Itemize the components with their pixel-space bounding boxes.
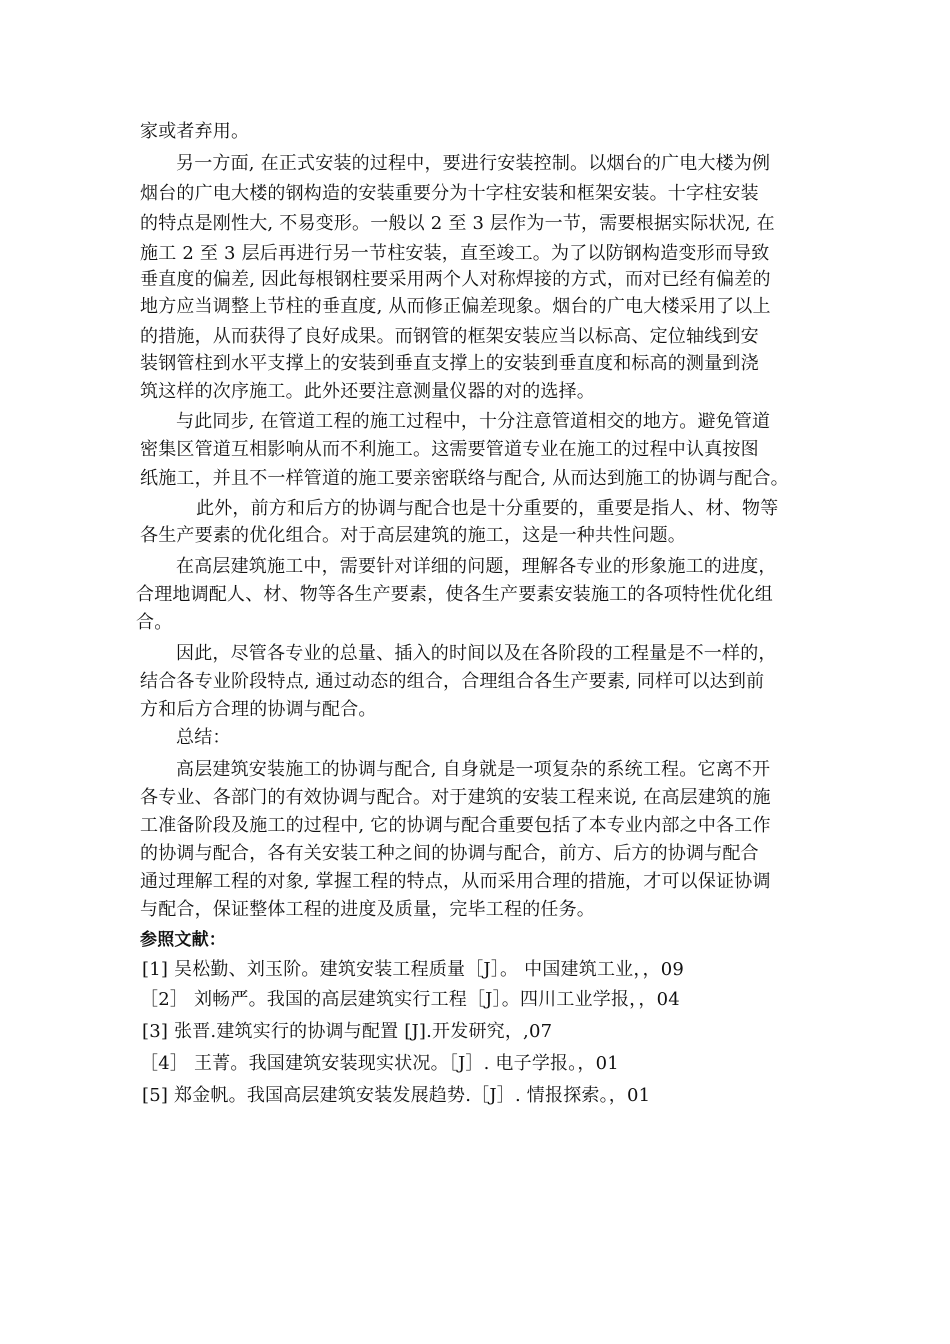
body-line: 合理地调配人、材、物等各生产要素，使各生产要素安装施工的各项特性优化组 xyxy=(136,584,773,605)
body-line: 烟台的广电大楼的钢构造的安装重要分为十字柱安装和框架安装。十字柱安装 xyxy=(140,183,759,204)
body-line: 家或者弃用。 xyxy=(140,121,250,142)
body-line: 垂直度的偏差, 因此每根钢柱要采用两个人对称焊接的方式，而对已经有偏差的 xyxy=(140,269,771,290)
body-line: 施工 2 至 3 层后再进行另一节柱安装，直至竣工。为了以防钢构造变形而导致 xyxy=(140,243,770,264)
body-line: 与此同步, 在管道工程的施工过程中，十分注意管道相交的地方。避免管道 xyxy=(176,411,771,432)
body-line: 的协调与配合，各有关安装工种之间的协调与配合，前方、后方的协调与配合 xyxy=(140,843,759,864)
body-line: 高层建筑安装施工的协调与配合, 自身就是一项复杂的系统工程。它离不开 xyxy=(176,759,771,780)
body-line: 方和后方合理的协调与配合。 xyxy=(140,699,377,720)
reference-item: [1] 吴松勤、刘玉阶。建筑安装工程质量［J］。 中国建筑工业，，09 xyxy=(142,959,685,980)
reference-item: [3] 张晋.建筑实行的协调与配置 [J].开发研究，,07 xyxy=(142,1021,553,1042)
body-line: 的措施，从而获得了良好成果。而钢管的框架安装应当以标高、定位轴线到安 xyxy=(140,326,759,347)
body-line: 的特点是刚性大, 不易变形。一般以 2 至 3 层作为一节，需要根据实际状况, 在 xyxy=(140,213,775,234)
reference-item: ［2］ 刘畅严。我国的高层建筑实行工程［J］。四川工业学报，，04 xyxy=(140,989,680,1010)
body-line: 装钢管柱到水平支撑上的安装到垂直支撑上的安装到垂直度和标高的测量到浇 xyxy=(140,353,759,374)
body-line: 密集区管道互相影响从而不利施工。这需要管道专业在施工的过程中认真按图 xyxy=(140,439,759,460)
body-line: 各生产要素的优化组合。对于高层建筑的施工，这是一种共性问题。 xyxy=(140,525,686,546)
body-line: 地方应当调整上节柱的垂直度, 从而修正偏差现象。烟台的广电大楼采用了以上 xyxy=(140,296,771,317)
references-heading: 参照文献： xyxy=(140,930,226,950)
body-line: 合。 xyxy=(136,612,173,633)
body-line: 纸施工，并且不一样管道的施工要亲密联络与配合, 从而达到施工的协调与配合。 xyxy=(140,468,789,489)
body-line: 另一方面, 在正式安装的过程中，要进行安装控制。以烟台的广电大楼为例 xyxy=(176,153,771,174)
body-line: 结合各专业阶段特点, 通过动态的组合，合理组合各生产要素, 同样可以达到前 xyxy=(140,671,765,692)
body-line: 因此，尽管各专业的总量、插入的时间以及在各阶段的工程量是不一样的， xyxy=(176,643,777,664)
body-line: 与配合，保证整体工程的进度及质量，完毕工程的任务。 xyxy=(140,899,595,920)
reference-item: ［4］ 王菁。我国建筑安装现实状况。［J］. 电子学报。，01 xyxy=(140,1053,619,1074)
body-line: 此外，前方和后方的协调与配合也是十分重要的，重要是指人、材、物等 xyxy=(196,498,779,519)
body-line: 各专业、各部门的有效协调与配合。对于建筑的安装工程来说, 在高层建筑的施 xyxy=(140,787,771,808)
body-line: 在高层建筑施工中，需要针对详细的问题，理解各专业的形象施工的进度， xyxy=(176,556,777,577)
body-line: 通过理解工程的对象, 掌握工程的特点，从而采用合理的措施，才可以保证协调 xyxy=(140,871,771,892)
body-line: 总结： xyxy=(176,727,231,748)
reference-item: [5] 郑金帆。我国高层建筑安装发展趋势.［J］. 情报探索。，01 xyxy=(142,1085,651,1106)
body-line: 筑这样的次序施工。此外还要注意测量仪器的对的选择。 xyxy=(140,381,595,402)
body-line: 工准备阶段及施工的过程中, 它的协调与配合重要包括了本专业内部之中各工作 xyxy=(140,815,771,836)
